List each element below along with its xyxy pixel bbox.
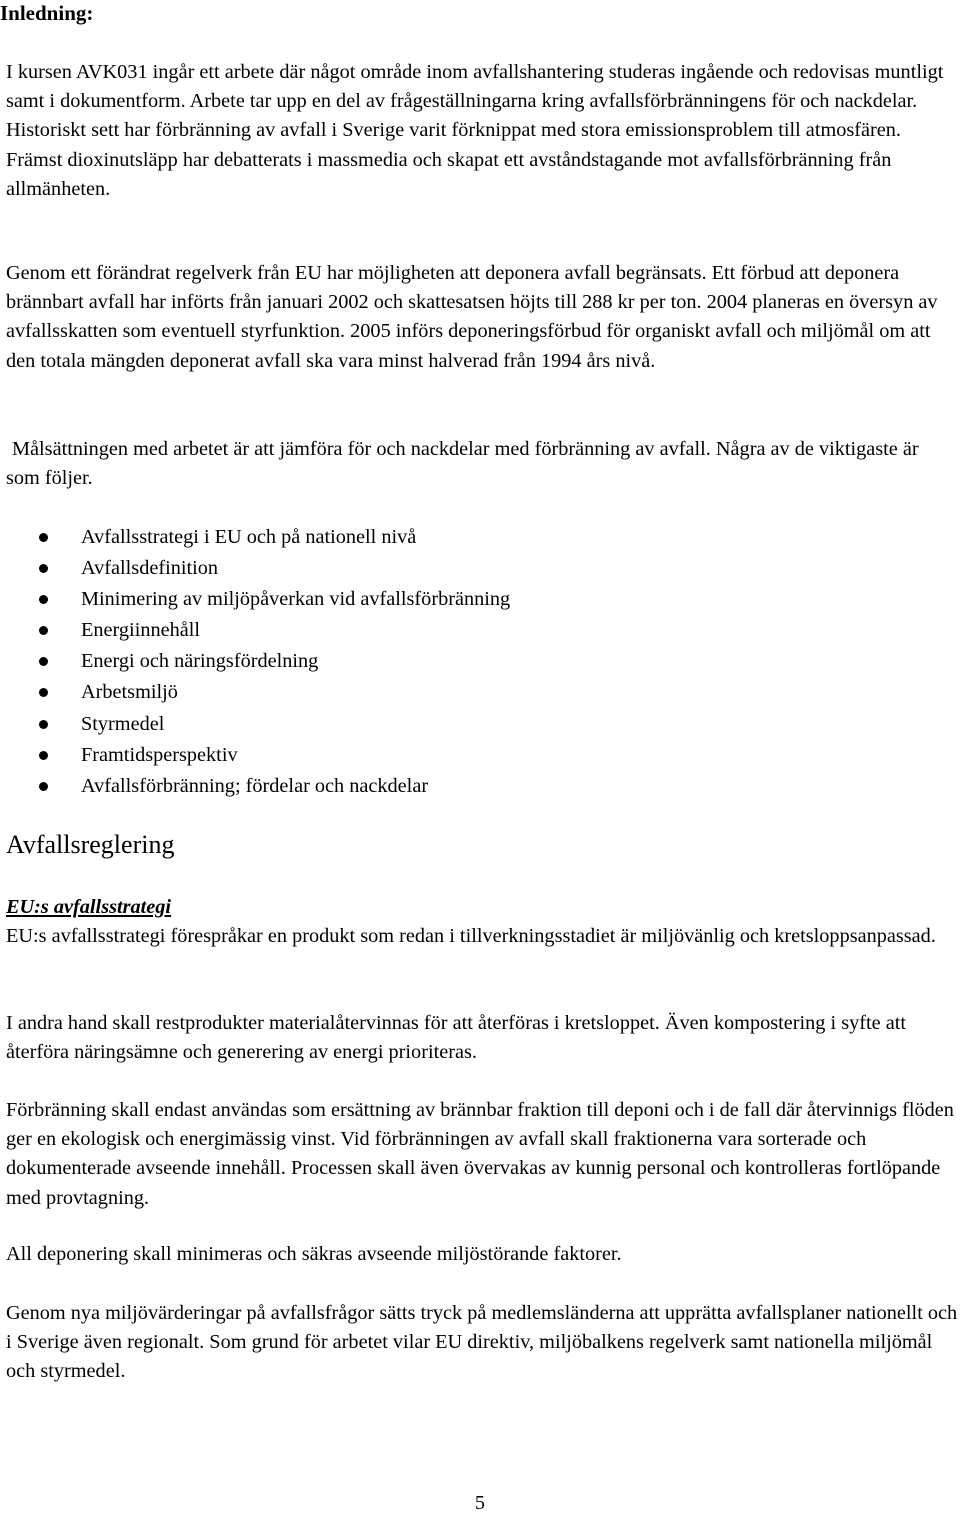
bullet-icon	[39, 688, 48, 697]
body-paragraph-2: I andra hand skall restprodukter materialåtervinnas för att återföras i kretsloppet. Även kompostering i syfte att återföra näringsämne och generering av energi prioriteras.	[6, 1012, 906, 1064]
list-item	[0, 646, 900, 677]
list-item-text: Energi och näringsfördelning	[81, 650, 319, 673]
section-heading-inledning: Inledning:	[0, 1, 94, 25]
bullet-icon	[39, 751, 48, 760]
bullet-icon	[39, 782, 48, 791]
bullet-icon	[39, 626, 48, 635]
topics-bullet-list	[0, 522, 900, 802]
list-item-text: Styrmedel	[81, 712, 165, 735]
subheading-eu-strategy: EU:s avfallsstrategi	[6, 896, 172, 918]
list-item-text: Avfallsstrategi i EU och på nationell nivå	[81, 526, 417, 548]
bullet-icon	[39, 564, 48, 573]
list-item	[0, 709, 900, 740]
list-item	[0, 740, 900, 771]
list-item	[0, 771, 900, 802]
section-title-avfallsreglering: Avfallsreglering	[6, 830, 175, 859]
body-paragraph-3: Förbränning skall endast användas som ersättning av brännbar fraktion till deponi och i de fall där återvinnigs flöden ger en ekologisk och energimässig vinst. Vid förbränningen av avfall skall fraktionerna vara sorterade och dokumenterade avseende innehåll. Processen skall även övervakas av kunnig personal och kontrolleras fortlöpande med provtagning.	[6, 1099, 954, 1209]
body-paragraph-4: All deponering skall minimeras och säkras avseende miljöstörande faktorer.	[6, 1243, 622, 1265]
bullet-icon	[39, 720, 48, 729]
list-item-text: Avfallsförbränning; fördelar och nackdelar	[81, 774, 429, 797]
body-paragraph-5: Genom nya miljövärderingar på avfallsfrågor sätts tryck på medlemsländerna att upprätta avfallsplaner nationellt och i Sverige även regionalt. Som grund för arbetet vilar EU direktiv, miljöbalkens regelverk samt nationella miljömål och styrmedel.	[6, 1302, 958, 1383]
list-item-text: Avfallsdefinition	[81, 557, 219, 580]
list-item-text: Framtidsperspektiv	[81, 743, 238, 766]
list-item	[0, 615, 900, 646]
intro-paragraph-1: I kursen AVK031 ingår ett arbete där något område inom avfallshantering studeras ingående och redovisas muntligt samt i dokumentform. Arbete tar upp en del av frågeställningarna kring avfallsförbränningens för och nackdelar. Historiskt sett har förbränning av avfall i Sverige varit förknippat med stora emissionsproblem till atmosfären. Främst dioxinutsläpp har debatterats i massmedia och skapat ett avståndstagande mot avfallsförbränning från allmänheten.	[6, 61, 944, 200]
page-number: 5	[474, 1492, 486, 1514]
bullet-icon	[39, 657, 48, 666]
list-item	[0, 553, 900, 584]
list-item	[0, 677, 900, 708]
bullet-icon	[39, 595, 48, 604]
list-item-text: Energiinnehåll	[81, 619, 201, 642]
intro-paragraph-2: Genom ett förändrat regelverk från EU har möjligheten att deponera avfall begränsats. Ett förbud att deponera brännbart avfall har införts från januari 2002 och skattesatsen höjts till 288 kr per ton. 2004 planeras en översyn av avfallsskatten som eventuell styrfunktion. 2005 införs deponeringsförbud för organiskt avfall och miljömål om att den totala mängden deponerat avfall ska vara minst halverad från 1994 års nivå.	[6, 262, 938, 372]
list-item	[0, 522, 900, 553]
intro-paragraph-3: Målsättningen med arbetet är att jämföra för och nackdelar med förbränning av avfall. Några av de viktigaste är som följer.	[6, 438, 919, 490]
body-paragraph-1: EU:s avfallsstrategi förespråkar en produkt som redan i tillverkningsstadiet är miljövänlig och kretsloppsanpassad.	[6, 925, 936, 947]
list-item	[0, 584, 900, 615]
list-item-text: Arbetsmiljö	[81, 681, 178, 704]
bullet-icon	[39, 533, 48, 542]
list-item-text: Minimering av miljöpåverkan vid avfallsförbränning	[81, 588, 511, 611]
